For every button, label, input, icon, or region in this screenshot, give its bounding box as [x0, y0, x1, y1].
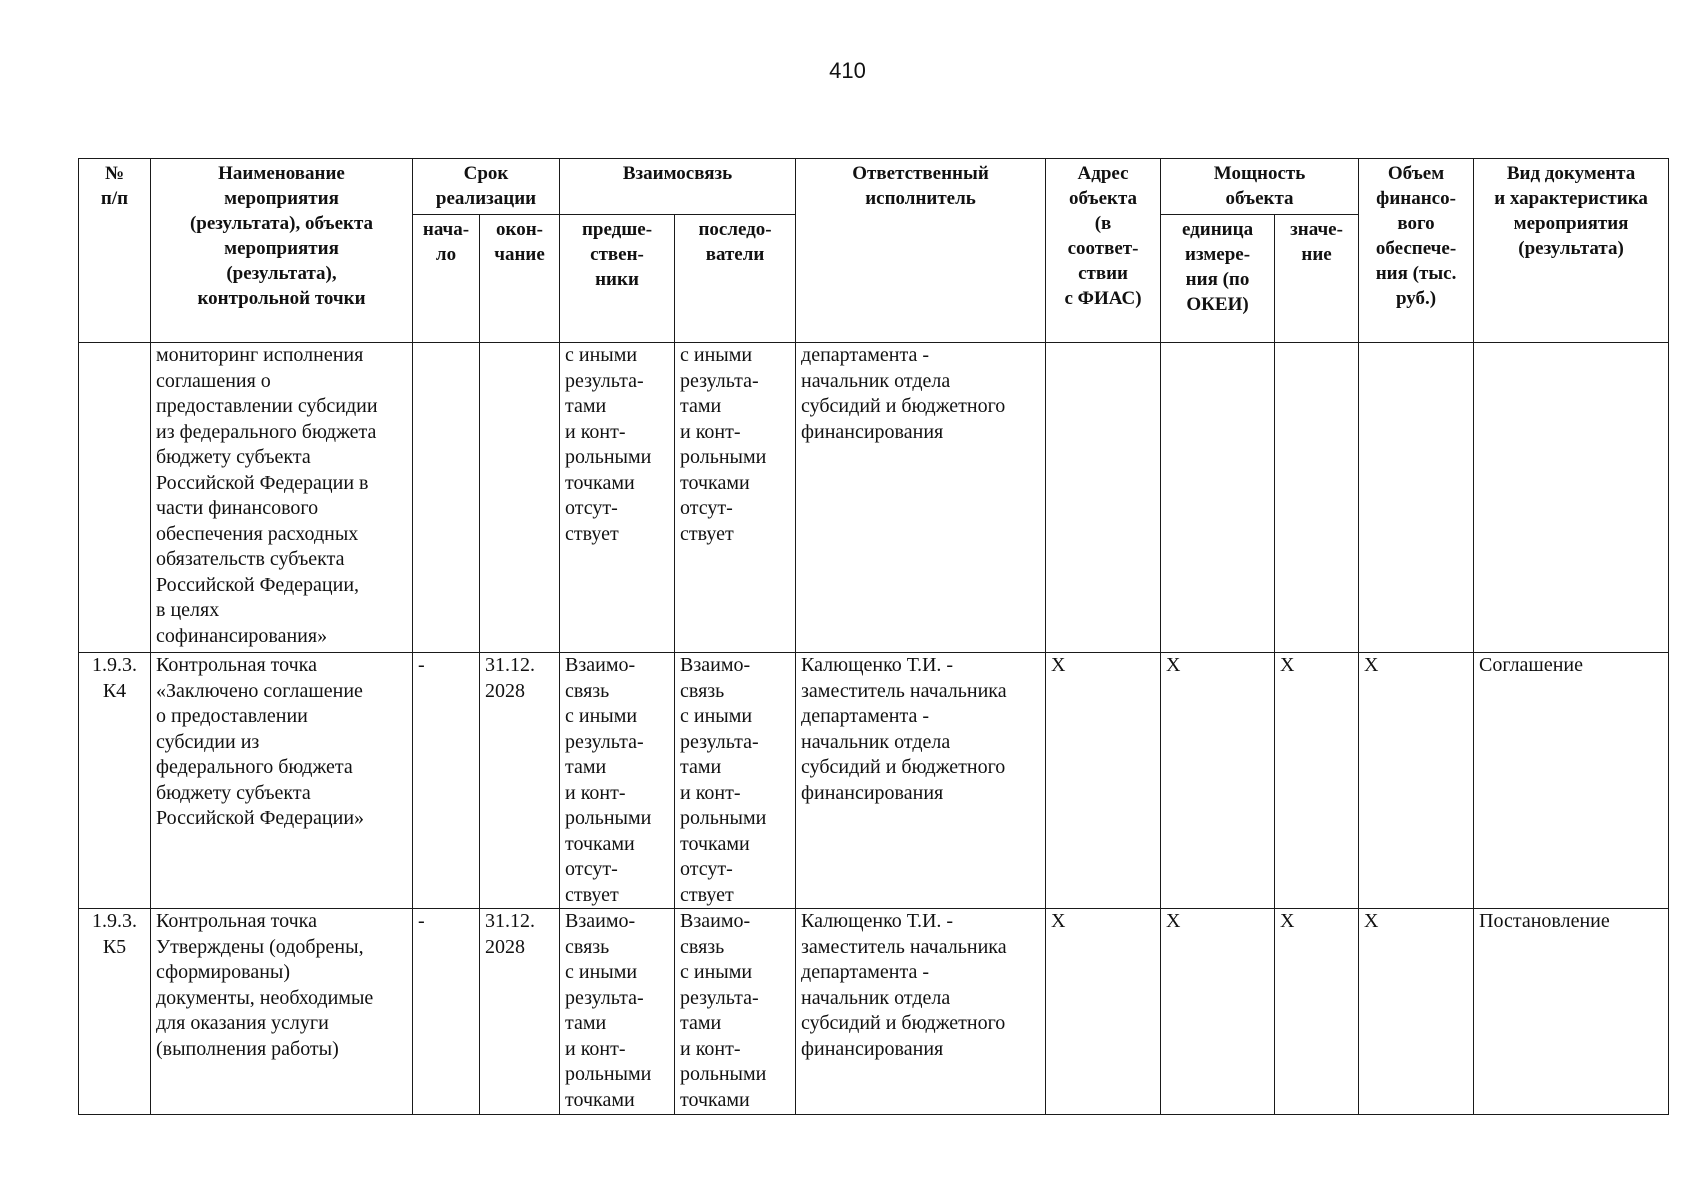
cell-text-line: тами	[565, 1012, 607, 1034]
cell-text-line: рольными	[680, 446, 767, 468]
header-text-line: ватели	[705, 244, 765, 265]
cell-unit	[1161, 343, 1275, 653]
cell-text-line: рольными	[680, 1063, 767, 1085]
header-text-line: Ответственный	[852, 163, 989, 184]
cell-text-line: федерального бюджета	[156, 756, 353, 778]
header-text-line: п/п	[100, 188, 129, 209]
cell-text-line: тами	[680, 395, 722, 417]
cell-text-line: Контрольная точка	[156, 654, 317, 676]
cell-text-line: Калющенко Т.И. -	[801, 654, 954, 676]
cell-doc	[1474, 343, 1669, 653]
cell-end	[480, 343, 560, 653]
cell-name	[151, 653, 413, 909]
cell-text-line: связь	[565, 935, 610, 958]
cell-text-line: Российской Федерации,	[156, 573, 360, 596]
cell-text-line: отсут-	[680, 497, 733, 519]
cell-name	[151, 343, 413, 653]
cell-text-line: сформированы)	[156, 961, 290, 983]
cell-text-line: документы, необходимые	[156, 986, 374, 1009]
cell-text-line: субсидии из	[156, 730, 260, 753]
cell-text-line: в целях	[156, 599, 220, 621]
cell-address	[1046, 343, 1161, 653]
cell-text-line: X	[1051, 654, 1066, 676]
cell-text-line: ствует	[565, 522, 619, 545]
cell-text-line: субсидий и бюджетного	[801, 1012, 1006, 1034]
header-link-pred	[560, 215, 675, 343]
cell-text-line: предоставлении субсидии	[156, 395, 378, 417]
cell-text-line: тами	[680, 1012, 722, 1034]
cell-responsible	[796, 909, 1046, 1115]
cell-start	[413, 343, 480, 653]
cell-pred	[560, 653, 675, 909]
header-term	[413, 159, 560, 215]
header-text-line: Мощность	[1213, 163, 1306, 184]
header-text-line: ОКЕИ)	[1186, 294, 1249, 315]
cell-text-line: тами	[565, 395, 607, 417]
header-text-line: Адрес	[1077, 163, 1129, 184]
cell-text-line: начальник отдела	[801, 730, 951, 753]
header-text-line: контрольной точки	[197, 288, 366, 309]
cell-text-line: результа-	[680, 369, 759, 392]
cell-text-line: 31.12.	[485, 654, 535, 676]
cell-start	[413, 909, 480, 1115]
header-text-line: реализации	[435, 188, 537, 209]
cell-funding	[1359, 653, 1474, 909]
header-text-line: Вид документа	[1506, 163, 1636, 184]
cell-text-line: финансирования	[801, 781, 944, 804]
header-text-line: предше-	[581, 219, 653, 240]
cell-text-line: результа-	[680, 986, 759, 1009]
cell-text-line: Российской Федерации в	[156, 471, 369, 494]
cell-text-line: результа-	[565, 986, 644, 1009]
header-text-line: вого	[1397, 213, 1435, 234]
cell-text-line: связь	[565, 679, 610, 702]
table-body	[79, 343, 1669, 1115]
cell-text-line: 1.9.3.	[92, 910, 137, 932]
cell-next	[675, 653, 796, 909]
header-text-line: ло	[435, 244, 457, 265]
cell-text-line: X	[1166, 910, 1181, 932]
header-responsible	[796, 159, 1046, 343]
cell-text-line: точками	[680, 1088, 750, 1111]
cell-text-line: и конт-	[565, 781, 626, 804]
cell-text-line: -	[418, 654, 425, 676]
plan-table	[78, 158, 1669, 1115]
cell-text-line: Постановление	[1479, 910, 1610, 932]
cell-text-line: точками	[565, 1088, 635, 1111]
cell-text-line: мониторинг исполнения	[156, 344, 364, 366]
table-row	[79, 909, 1669, 1115]
cell-text-line: с иными	[680, 344, 753, 366]
header-text-line: Объем	[1387, 163, 1445, 184]
header-text-line: Срок	[463, 163, 509, 184]
header-link-next	[675, 215, 796, 343]
header-text-line: исполнитель	[865, 188, 976, 209]
header-text-line: объекта	[1225, 188, 1294, 209]
header-text-line: ния (по	[1185, 269, 1250, 290]
cell-text-line: бюджету субъекта	[156, 781, 311, 804]
cell-doc	[1474, 909, 1669, 1115]
cell-text-line: точками	[680, 471, 750, 494]
cell-text-line: отсут-	[680, 858, 733, 880]
header-text-line: (результата), объекта	[189, 213, 374, 234]
cell-text-line: департамента -	[801, 961, 930, 983]
header-text-line: Взаимосвязь	[622, 163, 733, 184]
cell-address	[1046, 653, 1161, 909]
header-text-line: объекта	[1069, 188, 1138, 209]
header-address	[1046, 159, 1161, 343]
cell-text-line: ствует	[680, 883, 734, 906]
cell-next	[675, 343, 796, 653]
header-link	[560, 159, 796, 215]
cell-text-line: К5	[102, 935, 127, 958]
header-text-line: соответ-	[1067, 238, 1139, 259]
cell-responsible	[796, 343, 1046, 653]
cell-pred	[560, 909, 675, 1115]
cell-text-line: Взаимо-	[565, 654, 636, 676]
header-text-line: (результата),	[226, 263, 337, 284]
cell-text-line: рольными	[565, 446, 652, 468]
cell-text-line: результа-	[680, 730, 759, 753]
header-num	[79, 159, 151, 343]
cell-text-line: X	[1364, 654, 1379, 676]
cell-text-line: из федерального бюджета	[156, 420, 377, 443]
header-term-start	[413, 215, 480, 343]
cell-text-line: ствует	[565, 883, 619, 906]
cell-text-line: с иными	[565, 961, 638, 983]
header-text-line: финансо-	[1376, 188, 1456, 209]
cell-value	[1275, 653, 1359, 909]
header-text-line: нача-	[422, 219, 470, 240]
cell-next	[675, 909, 796, 1115]
cell-text-line: Утверждены (одобрены,	[156, 935, 364, 958]
header-text-line: последо-	[698, 219, 772, 240]
header-text-line: значе-	[1290, 219, 1343, 240]
cell-responsible	[796, 653, 1046, 909]
cell-text-line: 2028	[485, 679, 525, 702]
cell-value	[1275, 909, 1359, 1115]
cell-text-line: заместитель начальника	[801, 935, 1007, 958]
cell-text-line: рольными	[565, 807, 652, 829]
header-doc-type	[1474, 159, 1669, 343]
header-text-line: Наименование	[218, 163, 345, 184]
header-text-line: ние	[1301, 244, 1332, 265]
cell-address	[1046, 909, 1161, 1115]
cell-text-line: X	[1166, 654, 1181, 676]
cell-funding	[1359, 343, 1474, 653]
header-term-end	[480, 215, 560, 343]
cell-end	[480, 909, 560, 1115]
cell-text-line: субсидий и бюджетного	[801, 395, 1006, 417]
cell-text-line: 31.12.	[485, 910, 535, 932]
cell-text-line: X	[1280, 910, 1295, 932]
header-text-line: мероприятия	[1513, 213, 1629, 234]
cell-text-line: точками	[565, 471, 635, 494]
cell-num	[79, 909, 151, 1115]
cell-text-line: и конт-	[680, 1037, 741, 1060]
table-row	[79, 343, 1669, 653]
cell-text-line: бюджету субъекта	[156, 446, 311, 468]
cell-text-line: -	[418, 910, 425, 932]
cell-text-line: Контрольная точка	[156, 910, 317, 932]
cell-text-line: тами	[565, 756, 607, 778]
cell-text-line: с иными	[565, 705, 638, 727]
header-text-line: измере-	[1185, 244, 1251, 265]
cell-text-line: К4	[102, 679, 127, 702]
cell-text-line: Соглашение	[1479, 654, 1583, 676]
cell-text-line: и конт-	[680, 781, 741, 804]
header-text-line: ния (тыс.	[1375, 263, 1457, 284]
cell-text-line: отсут-	[565, 497, 618, 519]
cell-text-line: Взаимо-	[565, 910, 636, 932]
header-text-line: с ФИАС)	[1064, 288, 1142, 309]
cell-text-line: X	[1051, 910, 1066, 932]
cell-funding	[1359, 909, 1474, 1115]
header-text-line: (результата)	[1518, 238, 1624, 259]
cell-pred	[560, 343, 675, 653]
cell-text-line: для оказания услуги	[156, 1012, 329, 1034]
cell-text-line: рольными	[680, 807, 767, 829]
cell-end	[480, 653, 560, 909]
header-text-line: ники	[595, 269, 639, 290]
cell-text-line: части финансового	[156, 497, 319, 519]
header-text-line: №	[104, 163, 125, 184]
cell-text-line: связь	[680, 935, 725, 958]
table-row	[79, 653, 1669, 909]
cell-text-line: 2028	[485, 935, 525, 958]
cell-text-line: софинансирования»	[156, 624, 328, 647]
cell-name	[151, 909, 413, 1115]
header-text-line: и характеристика	[1494, 188, 1648, 209]
cell-text-line: с иными	[565, 344, 638, 366]
cell-text-line: субсидий и бюджетного	[801, 756, 1006, 778]
cell-text-line: Взаимо-	[680, 654, 751, 676]
cell-text-line: о предоставлении	[156, 705, 308, 727]
cell-text-line: начальник отдела	[801, 986, 951, 1009]
cell-text-line: обязательств субъекта	[156, 548, 345, 570]
cell-text-line: ствует	[680, 522, 734, 545]
cell-text-line: и конт-	[565, 420, 626, 443]
cell-text-line: Взаимо-	[680, 910, 751, 932]
cell-text-line: тами	[680, 756, 722, 778]
cell-text-line: результа-	[565, 730, 644, 753]
header-text-line: мероприятия	[224, 238, 339, 259]
cell-text-line: точками	[565, 832, 635, 855]
header-text-line: (в	[1094, 213, 1112, 234]
header-capacity	[1161, 159, 1359, 215]
header-capacity-unit	[1161, 215, 1275, 343]
header-text-line: окон-	[496, 219, 543, 240]
header-name	[151, 159, 413, 343]
header-text-line: мероприятия	[224, 188, 339, 209]
cell-text-line: заместитель начальника	[801, 679, 1007, 702]
header-text-line: единица	[1181, 219, 1254, 240]
cell-text-line: Российской Федерации»	[156, 807, 365, 829]
cell-text-line: начальник отдела	[801, 369, 951, 392]
cell-text-line: (выполнения работы)	[156, 1037, 339, 1060]
cell-doc	[1474, 653, 1669, 909]
cell-text-line: и конт-	[565, 1037, 626, 1060]
cell-text-line: результа-	[565, 369, 644, 392]
cell-text-line: X	[1280, 654, 1295, 676]
header-text-line: руб.)	[1395, 288, 1437, 309]
header-text-line: обеспече-	[1375, 238, 1457, 259]
cell-unit	[1161, 653, 1275, 909]
cell-text-line: рольными	[565, 1063, 652, 1085]
cell-text-line: Калющенко Т.И. -	[801, 910, 954, 932]
page-number: 410	[829, 58, 866, 83]
cell-text-line: X	[1364, 910, 1379, 932]
header-text-line: ствии	[1078, 263, 1128, 284]
table-header	[79, 159, 1669, 343]
cell-unit	[1161, 909, 1275, 1115]
header-text-line: ствен-	[590, 244, 644, 265]
cell-text-line: департамента -	[801, 705, 930, 727]
cell-text-line: финансирования	[801, 420, 944, 443]
cell-num	[79, 343, 151, 653]
cell-text-line: финансирования	[801, 1037, 944, 1060]
header-capacity-value	[1275, 215, 1359, 343]
cell-value	[1275, 343, 1359, 653]
cell-num	[79, 653, 151, 909]
header-funding	[1359, 159, 1474, 343]
cell-text-line: отсут-	[565, 858, 618, 880]
cell-text-line: точками	[680, 832, 750, 855]
header-text-line: чание	[494, 244, 545, 265]
cell-text-line: с иными	[680, 961, 753, 983]
cell-text-line: соглашения о	[156, 369, 271, 392]
cell-text-line: с иными	[680, 705, 753, 727]
cell-text-line: департамента -	[801, 344, 930, 366]
cell-start	[413, 653, 480, 909]
cell-text-line: и конт-	[680, 420, 741, 443]
cell-text-line: обеспечения расходных	[156, 522, 359, 545]
cell-text-line: 1.9.3.	[92, 654, 137, 676]
cell-text-line: «Заключено соглашение	[156, 679, 363, 702]
cell-text-line: связь	[680, 679, 725, 702]
